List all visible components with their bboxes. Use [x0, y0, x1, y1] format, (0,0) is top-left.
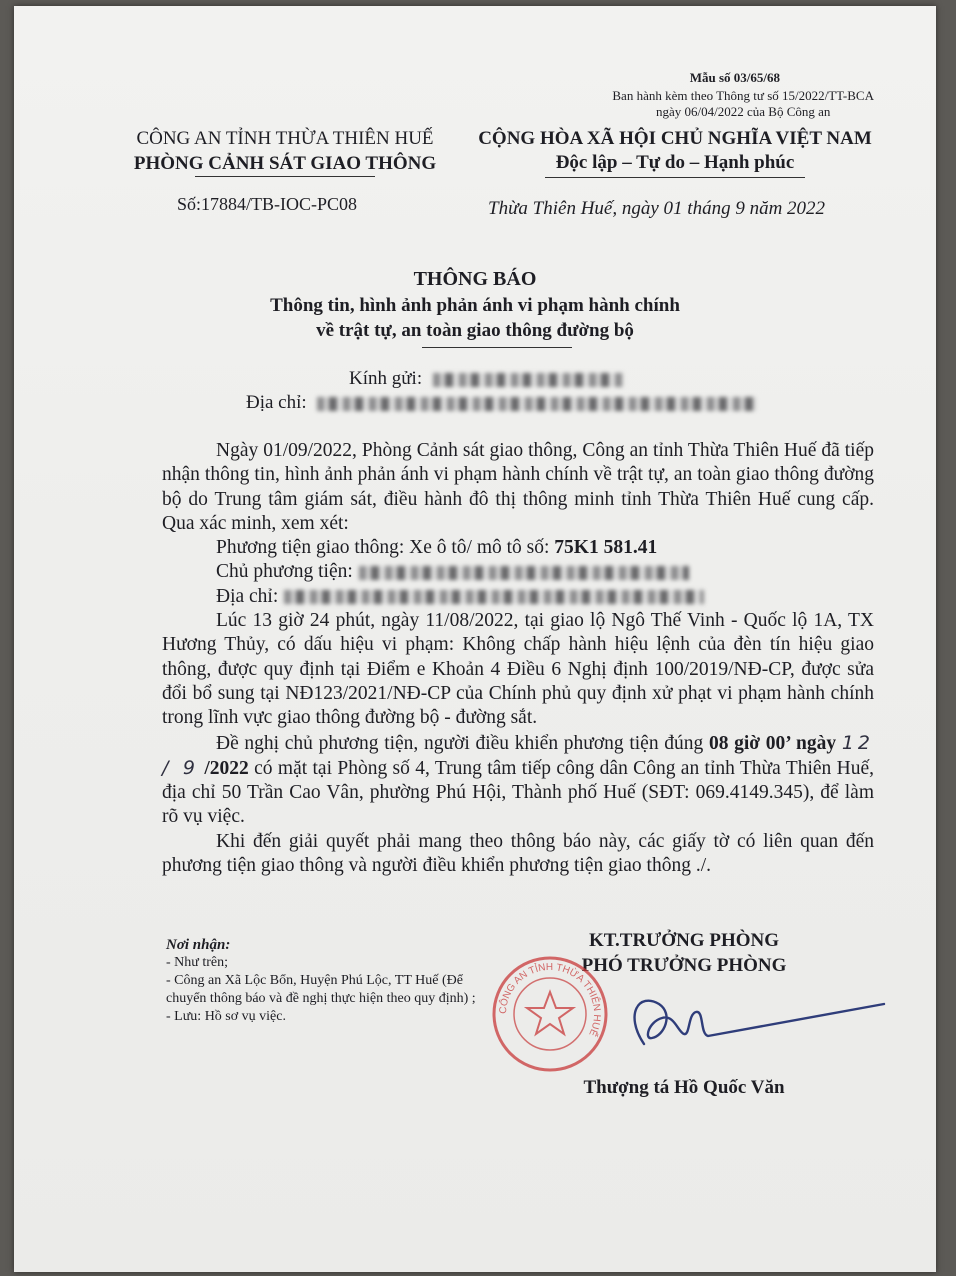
address-line	[246, 392, 757, 414]
agency-parent: CÔNG AN TỈNH THỪA THIÊN HUẾ	[136, 128, 434, 149]
owner-address-label: Địa chỉ:	[216, 585, 279, 607]
recipient-label: Kính gửi:	[349, 368, 423, 389]
agency-name: PHÒNG CẢNH SÁT GIAO THÔNG	[133, 153, 437, 174]
handwritten-date: 12 / 9	[162, 731, 875, 779]
recipients-list	[166, 936, 496, 1026]
national-motto: Độc lập – Tự do – Hạnh phúc	[555, 152, 795, 173]
summons-text-b: có mặt tại Phòng số 4, Trung tâm tiếp công dân Công an tỉnh Thừa Thiên Huế, địa chỉ 50 Trần Cao Vân, phường Phú Hội, Thành phố Huế (SĐT: 069.4149.345), để làm rõ vụ việc.	[162, 757, 874, 828]
recipient-item: - Như trên;	[166, 955, 229, 970]
redacted-address	[317, 397, 757, 411]
body-paragraph-summons	[162, 731, 874, 830]
summons-text-a: Đề nghị chủ phương tiện, người điều khiển phương tiện đúng	[216, 732, 709, 754]
subtitle-underline	[422, 347, 572, 348]
subtitle-line1: Thông tin, hình ảnh phản ánh vi phạm hành chính	[270, 295, 680, 316]
form-issued-line1: Ban hành kèm theo Thông tư số 15/2022/TT-BCA	[612, 88, 874, 103]
redacted-owner-address	[284, 590, 704, 604]
signature-title-line1: KT.TRƯỞNG PHÒNG	[589, 930, 779, 951]
national-header	[460, 127, 890, 178]
agency-underline	[195, 176, 375, 177]
official-seal-icon	[490, 954, 610, 1074]
place-date: Thừa Thiên Huế, ngày 01 tháng 9 năm 2022	[488, 198, 826, 219]
vehicle-line	[162, 536, 874, 560]
owner-label: Chủ phương tiện:	[216, 561, 353, 583]
address-label: Địa chỉ:	[246, 392, 307, 413]
handwritten-signature-icon	[604, 974, 894, 1064]
body-paragraph-closing: Khi đến giải quyết phải mang theo thông báo này, các giấy tờ có liên quan đến phương tiện giao thông và người điều khiển phương tiện giao thông ./.	[162, 830, 874, 877]
summons-year: /2022	[204, 757, 249, 779]
body-paragraph-intro: Ngày 01/09/2022, Phòng Cảnh sát giao thông, Công an tỉnh Thừa Thiên Huế đã tiếp nhận thông tin, hình ảnh phản ánh vi phạm hành chính về trật tự, an toàn giao thông đường bộ do Trung tâm giám sát, điều hành đô thị thông minh tỉnh Thừa Thiên Huế cung cấp. Qua xác minh, xem xét:	[162, 440, 874, 534]
owner-address-line	[162, 585, 874, 609]
seal-text: CÔNG AN TỈNH THỪA THIÊN HUẾ	[497, 961, 603, 1038]
document-number: Số:17884/TB-IOC-PC08	[177, 194, 358, 214]
motto-underline	[545, 177, 805, 178]
recipient-line	[349, 368, 623, 390]
form-issued-by	[612, 88, 874, 120]
vehicle-label: Phương tiện giao thông: Xe ô tô/ mô tô số:	[216, 537, 555, 559]
agency-header	[120, 126, 450, 177]
summons-time: 08 giờ 00’ ngày	[708, 732, 837, 754]
form-number: Mẫu số 03/65/68	[689, 70, 780, 85]
signer-name: Thượng tá Hồ Quốc Văn	[583, 1077, 785, 1098]
notice-body	[162, 439, 874, 878]
form-issued-line2: ngày 06/04/2022 của Bộ Công an	[655, 104, 831, 119]
document-page	[14, 6, 936, 1272]
redacted-recipient	[433, 373, 623, 387]
signature-title-line2: PHÓ TRƯỞNG PHÒNG	[581, 955, 787, 976]
recipient-item: - Lưu: Hồ sơ vụ việc.	[166, 1009, 286, 1024]
nation-name: CỘNG HÒA XÃ HỘI CHỦ NGHĨA VIỆT NAM	[478, 128, 872, 149]
body-paragraph-violation: Lúc 13 giờ 24 phút, ngày 11/08/2022, tại giao lộ Ngô Thế Vinh - Quốc lộ 1A, TX Hương Thủy, có dấu hiệu vi phạm: Không chấp hành hiệu lệnh của đèn tín hiệu giao thông, được quy định tại Điểm e Khoản 4 Điều 6 Nghị định 100/2019/NĐ-CP, được sửa đổi bổ sung tại NĐ123/2021/NĐ-CP của Chính phủ quy định xử phạt vi phạm hành chính trong lĩnh vực giao thông đường bộ - đường sắt.	[162, 610, 874, 729]
recipient-item: - Công an Xã Lộc Bổn, Huyện Phú Lộc, TT Huế (Để chuyển thông báo và đề nghị thực hiện theo quy định) ;	[166, 973, 476, 1006]
document-title: THÔNG BÁO	[413, 268, 537, 290]
subtitle-line2: về trật tự, an toàn giao thông đường bộ	[316, 320, 634, 341]
recipients-heading: Nơi nhận:	[166, 937, 231, 953]
document-subtitle	[14, 293, 936, 343]
owner-line	[162, 560, 874, 584]
redacted-owner	[359, 566, 689, 580]
license-plate: 75K1 581.41	[554, 537, 658, 559]
